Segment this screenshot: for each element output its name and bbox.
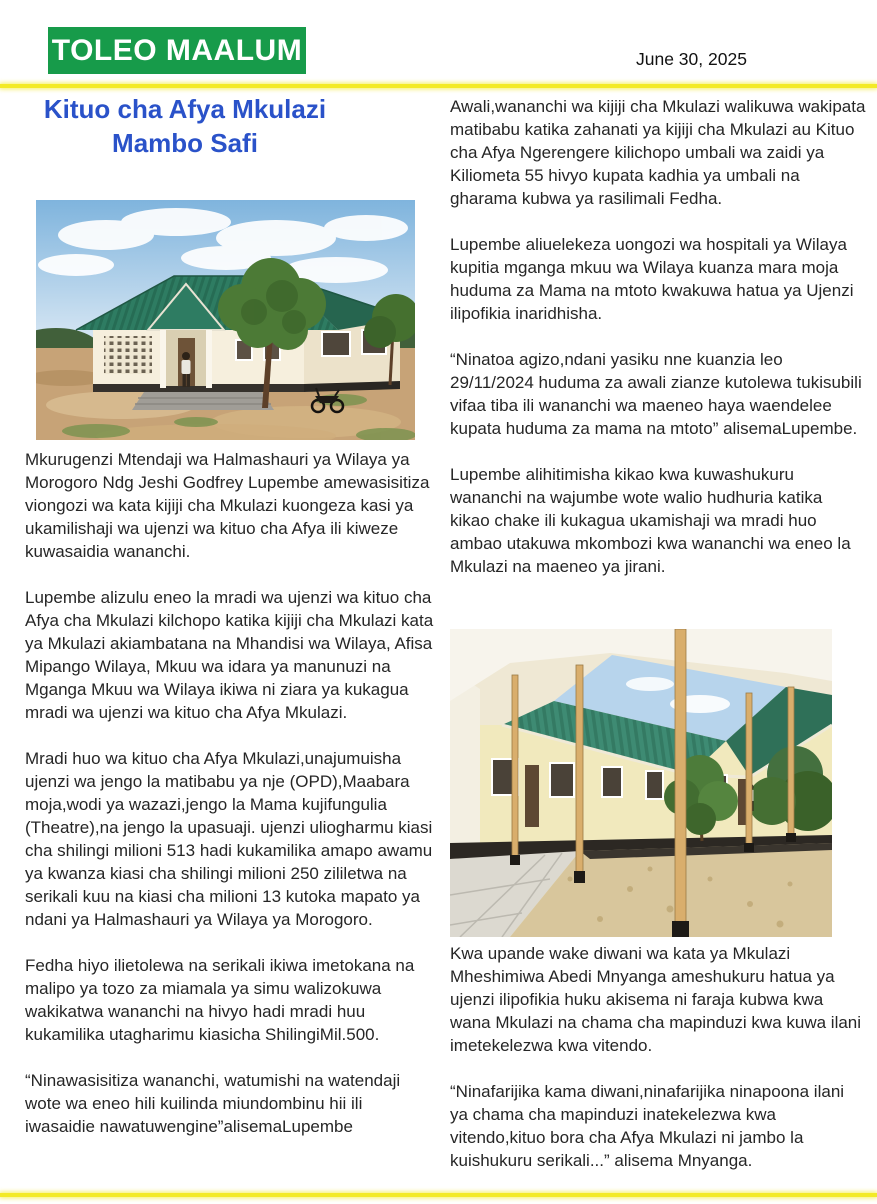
top-divider-rule xyxy=(0,84,877,88)
paragraph: “Ninatoa agizo,ndani yasiku nne kuanzia leo 29/11/2024 huduma za awali zianze kutolewa tukisubili vifaa tiba ili wananchi wa maeneo haya waendelee kupata huduma za mama na mtoto” alisemaLupembe. xyxy=(450,350,862,438)
courtyard-photo-illustration xyxy=(450,629,832,937)
left-column-text xyxy=(25,448,435,1161)
paragraph: “Ninawasisitiza wananchi, watumishi na watendaji wote wa eneo hili kuilinda miundombinu hii ili iwasaidie nawatuwengine”alisemaLupembe xyxy=(25,1071,401,1136)
paragraph: Lupembe alihitimisha kikao kwa kuwashukuru wananchi na wajumbe wote walio hudhuria katika kikao chake ili kukagua ukamishaji wa mradi huo ambao utakuwa mkombozi kwa wananchi wa eneo la Mkulazi na maeneo ya jirani. xyxy=(450,465,851,576)
issue-date: June 30, 2025 xyxy=(636,49,747,69)
right-column-text-top xyxy=(450,95,866,601)
paragraph: Fedha hiyo ilietolewa na serikali ikiwa imetokana na malipo ya tozo za miamala ya simu walizokuwa wakikatwa wananchi na hivyo hadi mradi huu kukamilika utagharimu kiasicha ShilingiMil.500. xyxy=(25,956,415,1044)
paragraph: “Ninafarijika kama diwani,ninafarijika ninapoona ilani ya chama cha mapinduzi inatekelezwa kwa vitendo,kituo bora cha Afya Mkulazi ni jambo la kuishukuru serikali...” alisema Mnyanga. xyxy=(450,1082,845,1170)
paragraph: Mkurugenzi Mtendaji wa Halmashauri ya Wilaya ya Morogoro Ndg Jeshi Godfrey Lupembe amewasisitiza viongozi wa kata kijiji cha Mkulazi kuongeza kasi ya ukamilishaji wa ujenzi wa kituo cha Afya ili kiweze kuwasaidia wananchi. xyxy=(25,450,430,561)
edition-banner xyxy=(48,27,306,74)
paragraph: Lupembe alizulu eneo la mradi wa ujenzi wa kituo cha Afya cha Mkulazi kilchopo katika kijiji cha Mkulazi kata ya Mkulazi akiambatana na Mhandisi wa Wilaya, Afisa Mipango Wilaya, Mkuu wa idara ya manunuzi na Mganga Mkuu wa Wilaya ikiwa ni ziara ya kukagua mradi wa ujenzi wa kituo cha Afya Mkulazi. xyxy=(25,588,434,722)
health-center-exterior-photo xyxy=(36,200,415,440)
article-headline xyxy=(30,92,340,160)
paragraph: Mradi huo wa kituo cha Afya Mkulazi,unajumuisha ujenzi wa jengo la matibabu ya nje (OPD),Maabara moja,wodi ya wazazi,jengo la Mama kujifungulia (Theatre),na jengo la upasuaji. ujenzi uliogharmu kiasi cha shilingi milioni 513 hadi kukamilika amapo awamu ya kwanza kiasi cha shilingi milioni 250 zililetwa na serikali kuu na kiasi cha milioni 13 kutoka mapato ya ndani ya Halmashauri ya Wilaya ya Morogoro. xyxy=(25,749,433,929)
headline-line-1: Kituo cha Afya Mkulazi xyxy=(43,94,327,124)
right-column-text-bottom xyxy=(450,942,866,1195)
paragraph: Kwa upande wake diwani wa kata ya Mkulazi Mheshimiwa Abedi Mnyanga ameshukuru hatua ya ujenzi ilipofikia huku akisema ni faraja kubwa kwa wana Mkulazi na chama cha mapinduzi kwa kuwa ilani imetekelezwa kwa vitendo. xyxy=(450,944,862,1055)
edition-banner-label: TOLEO MAALUM xyxy=(51,34,303,67)
paragraph: Awali,wananchi wa kijiji cha Mkulazi walikuwa wakipata matibabu katika zahanati ya kijiji cha Mkulazi au Kituo cha Afya Ngerengere kilichopo umbali wa zaidi ya Kiliometa 55 hivyo kupata kadhia ya umbali na gharama kubwa ya rasilimali Fedha. xyxy=(450,97,866,208)
health-center-courtyard-photo xyxy=(450,629,832,937)
exterior-photo-illustration xyxy=(36,200,415,440)
paragraph: Lupembe aliuelekeza uongozi wa hospitali ya Wilaya kupitia mganga mkuu wa Wilaya kuanza mara moja huduma za Mama na mtoto kwakuwa hatua ya Ujenzi ilipofikia inaridhisha. xyxy=(450,235,854,323)
headline-line-2: Mambo Safi xyxy=(112,128,258,158)
bottom-divider-rule xyxy=(0,1193,877,1197)
